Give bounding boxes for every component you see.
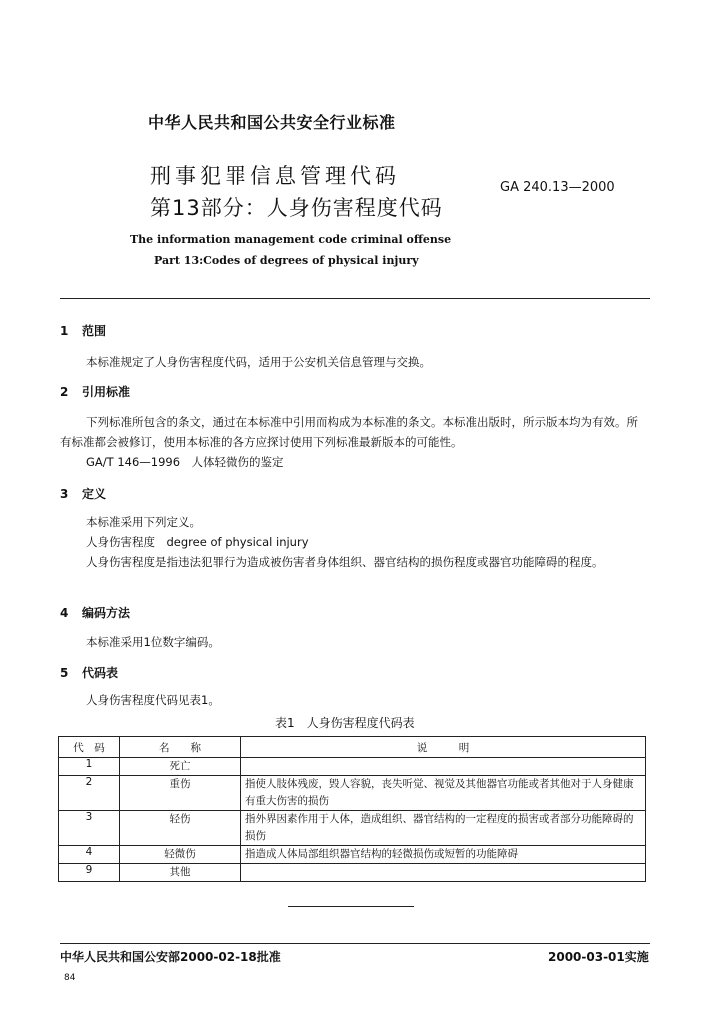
row-name: 重伤	[120, 776, 241, 811]
section-5-heading: 5 代码表	[60, 666, 119, 680]
table-row	[59, 811, 646, 846]
row-name: 轻微伤	[120, 846, 241, 864]
title-line-1: 刑事犯罪信息管理代码	[150, 164, 400, 188]
row-name: 轻伤	[120, 811, 241, 846]
section-1-text: 本标准规定了人身伤害程度代码，适用于公安机关信息管理与交换。	[86, 355, 431, 369]
header-divider	[60, 298, 650, 299]
english-title-line-2: Part 13:Codes of degrees of physical injury	[154, 254, 419, 267]
row-name: 其他	[120, 864, 241, 882]
definition-term: 人身伤害程度 degree of physical injury	[86, 535, 309, 549]
row-code: 1	[59, 758, 120, 776]
footer-divider	[60, 943, 650, 944]
definition-text: 人身伤害程度是指违法犯罪行为造成被伤害者身体组织、器官结构的损伤程度或器官功能障碍的程度。	[86, 555, 604, 569]
approval-statement: 中华人民共和国公安部2000-02-18批准	[60, 950, 281, 964]
row-code: 4	[59, 846, 120, 864]
title-line-2: 第13部分：人身伤害程度代码	[150, 196, 443, 220]
issuing-body-header: 中华人民共和国公共安全行业标准	[148, 113, 396, 132]
table-header-row	[59, 737, 646, 758]
header-description: 说 明	[241, 737, 646, 758]
row-description: 指造成人体局部组织器官结构的轻微损伤或短暂的功能障碍	[241, 846, 646, 864]
row-code: 2	[59, 776, 120, 811]
implementation-date: 2000-03-01实施	[548, 950, 649, 964]
english-title-line-1: The information management code criminal offense	[130, 233, 452, 246]
row-code: 3	[59, 811, 120, 846]
referenced-standard: GA/T 146—1996 人体轻微伤的鉴定	[86, 455, 284, 469]
row-description	[241, 758, 646, 776]
section-1-heading: 1 范围	[60, 324, 107, 338]
page-number: 84	[64, 973, 76, 983]
row-description: 指使人肢体残废，毁人容貌，丧失听觉、视觉及其他器官功能或者其他对于人身健康有重大伤害的损伤	[241, 776, 646, 811]
section-3-heading: 3 定义	[60, 487, 107, 501]
row-name: 死亡	[120, 758, 241, 776]
table-row	[59, 846, 646, 864]
table-row	[59, 864, 646, 882]
row-description: 指外界因素作用于人体，造成组织、器官结构的一定程度的损害或者部分功能障碍的损伤	[241, 811, 646, 846]
injury-code-table	[58, 736, 646, 882]
row-description	[241, 864, 646, 882]
table-row	[59, 758, 646, 776]
table-caption: 表1 人身伤害程度代码表	[275, 716, 415, 730]
header-name: 名 称	[120, 737, 241, 758]
section-2-heading: 2 引用标准	[60, 385, 131, 399]
section-3-intro: 本标准采用下列定义。	[86, 515, 201, 529]
table-row	[59, 776, 646, 811]
section-5-text: 人身伤害程度代码见表1。	[86, 693, 220, 707]
standard-number: GA 240.13—2000	[500, 180, 615, 195]
end-of-text-rule	[288, 906, 414, 907]
section-4-text: 本标准采用1位数字编码。	[86, 635, 220, 649]
section-2-text: 下列标准所包含的条文，通过在本标准中引用而构成为本标准的条文。本标准出版时，所示版本均为有效。所有标准都会被修订，使用本标准的各方应探讨使用下列标准最新版本的可能性。	[60, 415, 638, 449]
row-code: 9	[59, 864, 120, 882]
header-code: 代 码	[59, 737, 120, 758]
section-4-heading: 4 编码方法	[60, 606, 131, 620]
